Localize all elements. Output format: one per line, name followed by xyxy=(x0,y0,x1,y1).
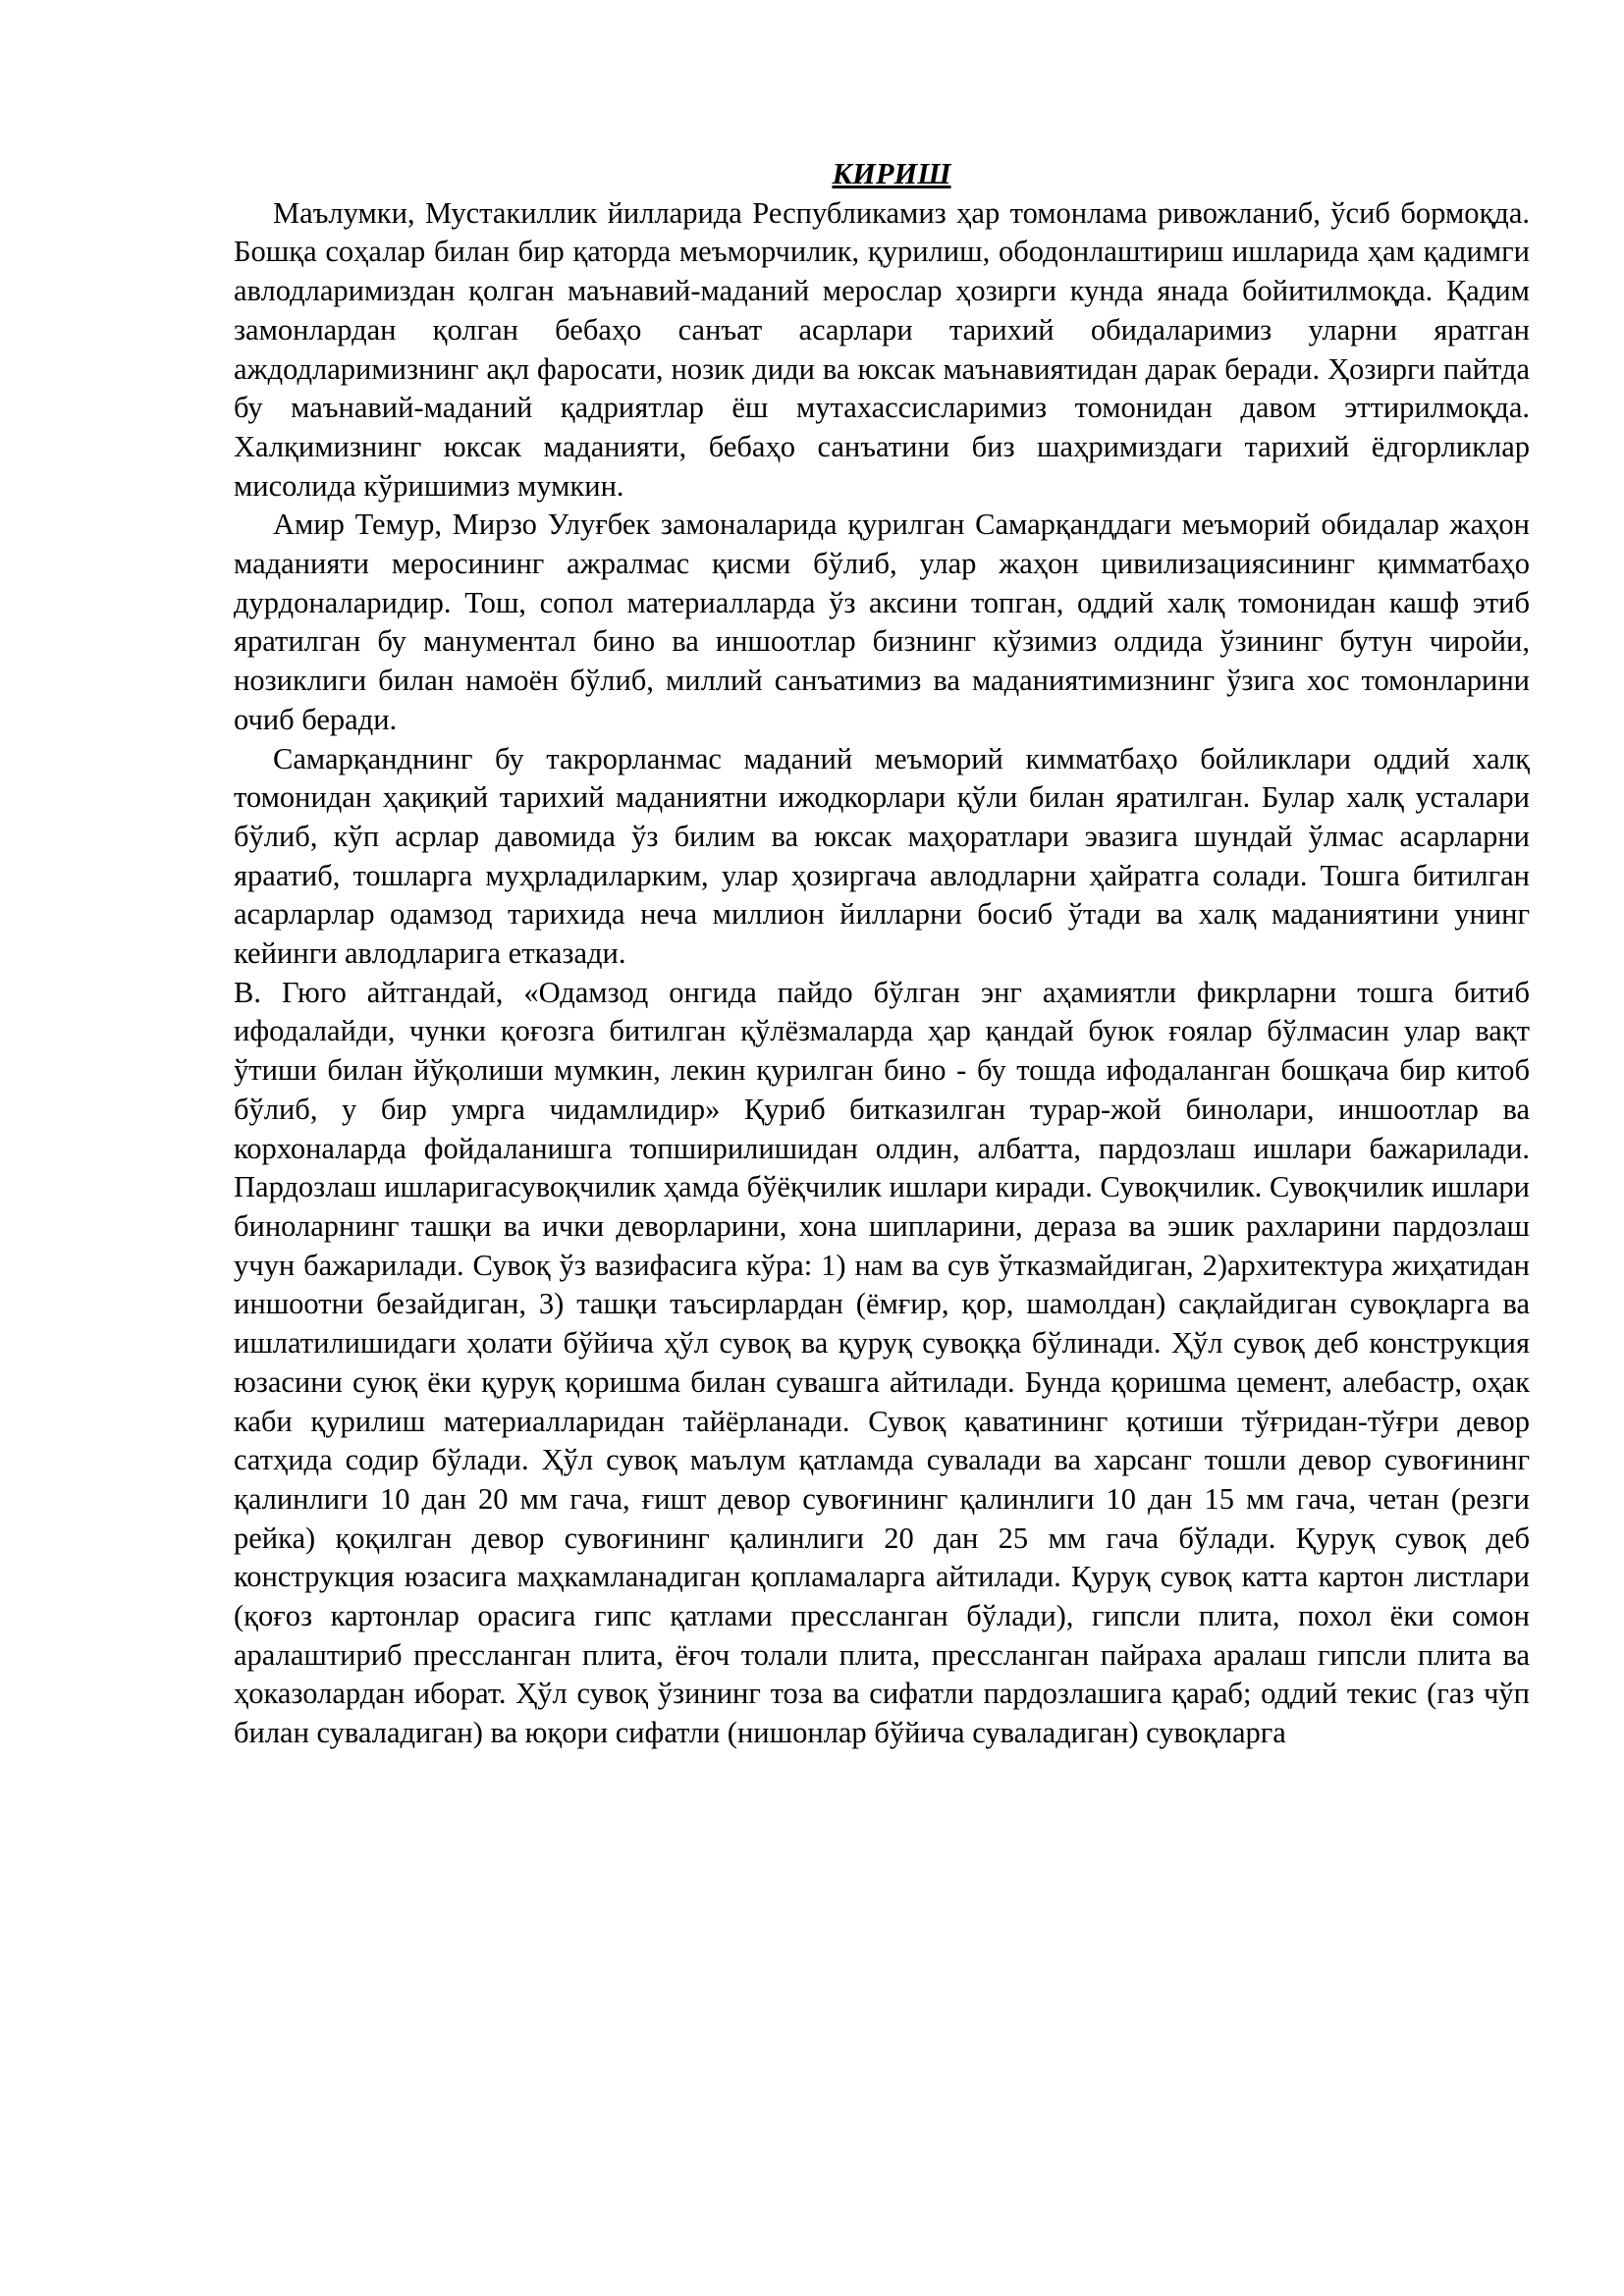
paragraph-plastering: В. Гюго айтгандай, «Одамзод онгида пайдо бўлган энг аҳамиятли фикрларни тошга битиб ифодалайди, чунки қоғозга битилган қўлёзмаларда ҳар қандай буюк ғоялар бўлмасин улар вақт ўтиши билан йўқолиши мумкин, лекин қурилган бино - бу тошда ифодаланган бошқача бир китоб бўлиб, у бир умрга чидамлидир» Қуриб битказилган турар-жой бинолари, иншоотлар ва корхоналарда фойдаланишга топширилишидан олдин, албатта, пардозлаш ишлари бажарилади. Пардозлаш ишларигасувоқчилик ҳамда бўёқчилик ишлари киради. Сувоқчилик. Сувоқчилик ишлари биноларнинг ташқи ва ички деворларини, хона шипларини, дераза ва эшик рахларини пардозлаш учун бажарилади. Сувоқ ўз вазифасига кўра: 1) нам ва сув ўтказмайдиган, 2)архитектура жиҳатидан иншоотни безайдиган, 3) ташқи таъсирлардан (ёмғир, қор, шамолдан) сақлайдиган сувоқларга ва ишлатилишидаги ҳолати бўйича ҳўл сувоқ ва қуруқ сувоққа бўлинади. Ҳўл сувоқ деб конструкция юзасини суюқ ёки қуруқ қоришма билан сувашга айтилади. Бунда қоришма цемент, алебастр, оҳак каби қурилиш материалларидан тайёрланади. Сувоқ қаватининг қотиши тўғридан-тўғри девор сатҳида содир бўлади. Ҳўл сувоқ маълум қатламда сувалади ва харсанг тошли девор сувоғининг қалинлиги 10 дан 20 мм гача, ғишт девор сувоғининг қалинлиги 10 дан 15 мм гача, четан (резги рейка) қоқилган девор сувоғининг қалинлиги 20 дан 25 мм гача бўлади. Қуруқ сувоқ деб конструкция юзасига маҳкамланадиган қопламаларга айтилади. Қуруқ сувоқ катта картон листлари (қоғоз картонлар орасига гипс қатлами прессланган бўлади), гипсли плита, похол ёки сомон аралаштириб прессланган плита, ёғоч толали плита, прессланган пайраха аралаш гипсли плита ва ҳоказолардан иборат. Ҳўл сувоқ ўзининг тоза ва сифатли пардозлашига қараб; оддий текис (газ чўп билан суваладиган) ва юқори сифатли (нишонлар бўйича суваладиган) сувоқларга xyxy=(234,975,1530,1750)
paragraph-monuments: Амир Темур, Мирзо Улуғбек замоналарида қурилган Самарқанддаги меъморий обидалар жаҳон маданияти меросининг ажралмас қисми бўлиб, улар жаҳон цивилизациясининг қимматбаҳо дурдоналаридир. Тош, сопол материалларда ўз аксини топган, оддий халқ томонидан кашф этиб яратилган бу манументал бино ва иншоотлар бизнинг кўзимиз олдида ўзининг бутун чиройи, нозиклиги билан намоён бўлиб, миллий санъатимиз ва маданиятимизнинг ўзига хос томонларини очиб беради. xyxy=(234,507,1530,736)
document-page xyxy=(234,155,1530,1753)
paragraph-intro: Маълумки, Мустакиллик йилларида Республикамиз ҳар томонлама ривожланиб, ўсиб бормоқда. Бошқа соҳалар билан бир қаторда меъморчилик, қурилиш, ободонлаштириш ишларида ҳам қадимги авлодларимиздан қолган маънавий-маданий мерослар ҳозирги кунда янада бойитилмоқда. Қадим замонлардан қолган бебаҳо санъат асарлари тарихий обидаларимиз уларни яратган аждодларимизнинг ақл фаросати, нозик диди ва юксак маънавиятидан дарак беради. Ҳозирги пайтда бу маънавий-маданий қадриятлар ёш мутахассисларимиз томонидан давом эттирилмоқда. Халқимизнинг юксак маданияти, бебаҳо санъатини биз шаҳримиздаги тарихий ёдгорликлар мисолида кўришимиз мумкин. xyxy=(234,195,1530,503)
page-title: КИРИШ xyxy=(832,157,951,190)
paragraph-samarkand: Самарқанднинг бу такрорланмас маданий меъморий кимматбаҳо бойликлари оддий халқ томонидан ҳақиқий тарихий маданиятни ижодкорлари қўли билан яратилган. Булар халқ усталари бўлиб, кўп асрлар давомида ўз билим ва юксак маҳоратлари эвазига шундай ўлмас асарларни яраатиб, тошларга муҳрладиларким, улар ҳозиргача авлодларни ҳайратга солади. Тошга битилган асарларлар одамзод тарихида неча миллион йилларни босиб ўтади ва халқ маданиятини унинг кейинги авлодларига етказади. xyxy=(234,741,1530,971)
